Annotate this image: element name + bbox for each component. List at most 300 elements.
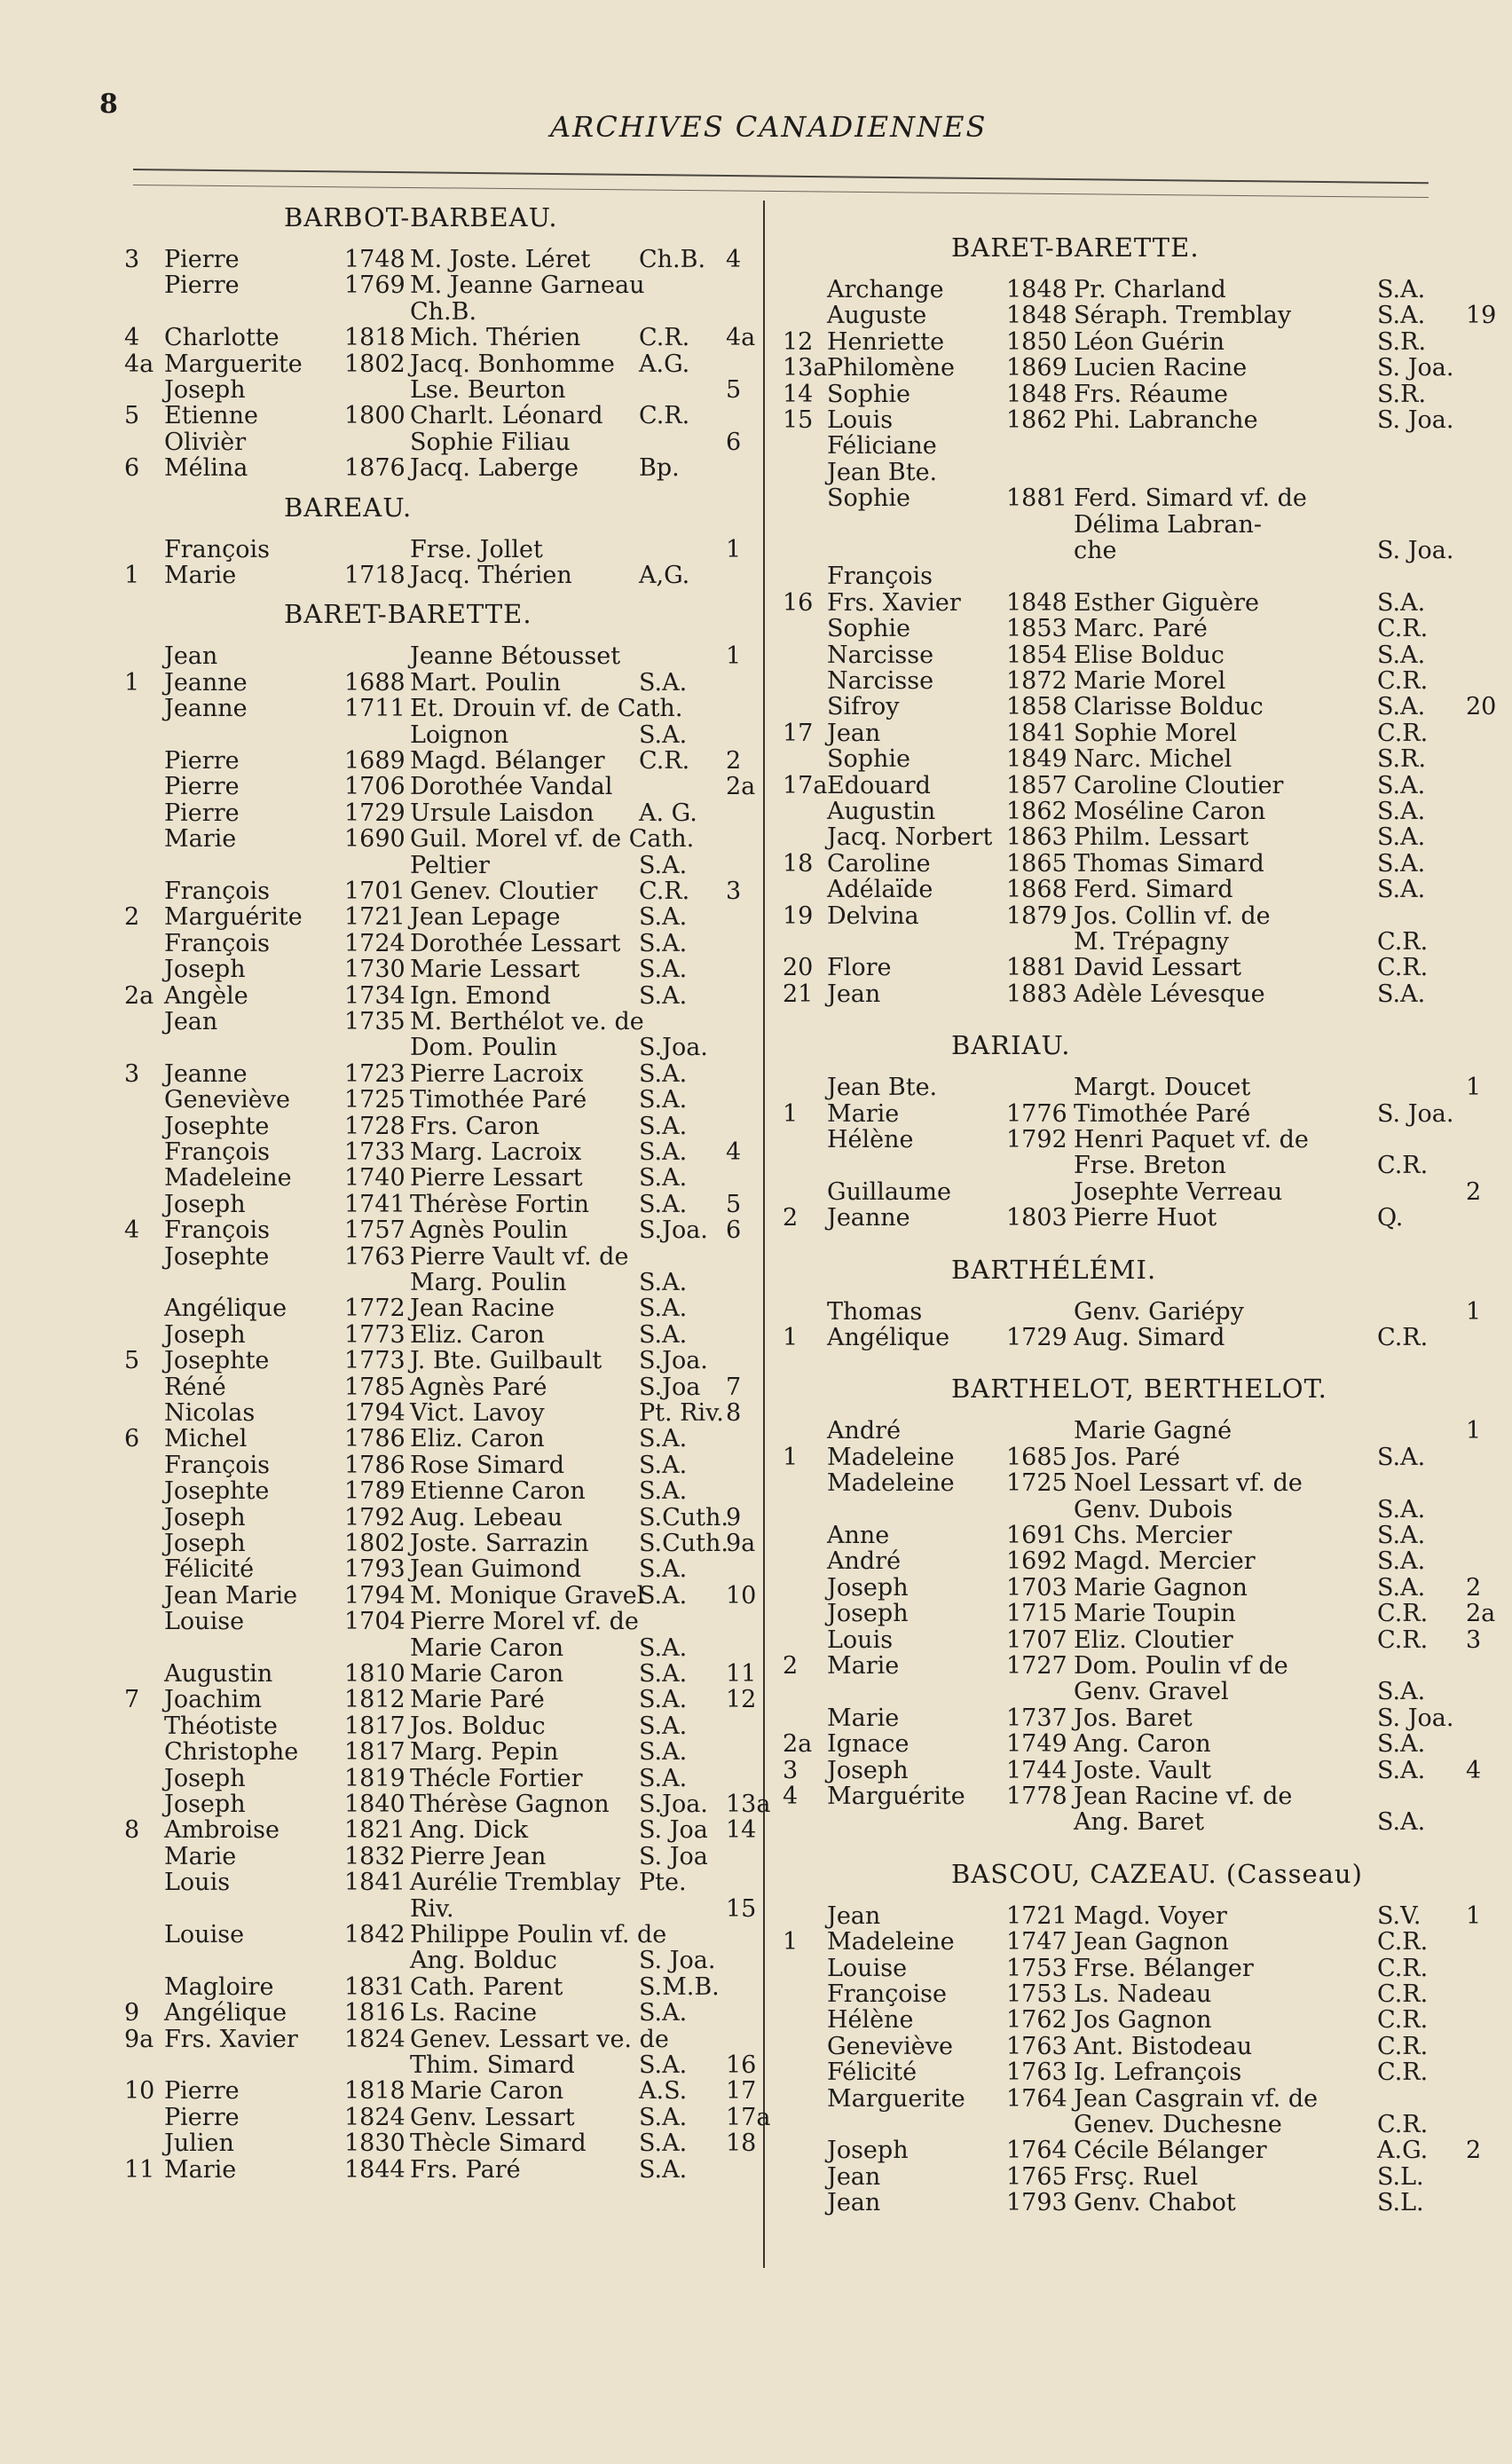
entry-place: Ch.B. bbox=[639, 246, 706, 273]
register-entry bbox=[765, 903, 1512, 930]
entry-place: S. Joa. bbox=[1377, 406, 1454, 434]
entry-spouse: Thomas Simard bbox=[1074, 849, 1264, 878]
entry-spouse: Margt. Doucet bbox=[1074, 1074, 1251, 1102]
entry-name: Joseph bbox=[164, 1530, 246, 1557]
entry-place: S.A. bbox=[639, 1320, 688, 1349]
entry-generation: 19 bbox=[783, 901, 814, 930]
entry-place: S.A. bbox=[1377, 771, 1426, 799]
entry-place: S.A. bbox=[1377, 823, 1426, 852]
register-entry bbox=[765, 877, 1512, 903]
entry-year: 1692 bbox=[1006, 1547, 1067, 1576]
entry-year: 1689 bbox=[344, 747, 406, 775]
entry-spouse: Ig. Lefrançois bbox=[1074, 2059, 1242, 2087]
entry-place: C.R. bbox=[1377, 1324, 1429, 1351]
entry-spouse: Dorothée Vandal bbox=[410, 773, 613, 801]
register-entry bbox=[765, 1470, 1512, 1497]
entry-year: 1740 bbox=[344, 1164, 406, 1193]
entry-ref: 1 bbox=[1466, 1297, 1482, 1326]
entry-year: 1734 bbox=[344, 981, 406, 1010]
entry-spouse: Jeanne Bétousset bbox=[410, 642, 621, 671]
register-entry bbox=[765, 2086, 1512, 2113]
entry-name: Louis bbox=[827, 1626, 894, 1654]
entry-name: Marie bbox=[164, 1842, 237, 1870]
entry-name: Augustin bbox=[164, 1660, 273, 1688]
register-entry bbox=[0, 1974, 763, 2001]
register-entry bbox=[0, 1035, 763, 1061]
entry-name: Josephte bbox=[164, 1112, 270, 1140]
entry-place: S.A. bbox=[639, 956, 688, 984]
register-entry bbox=[0, 2078, 763, 2105]
entry-spouse: Caroline Cloutier bbox=[1074, 771, 1284, 799]
entry-spouse: Thécle Fortier bbox=[410, 1764, 583, 1792]
entry-year: 1729 bbox=[344, 799, 406, 827]
entry-name: Jeanne bbox=[164, 1059, 248, 1088]
entry-place: S.A. bbox=[639, 1059, 688, 1088]
entry-year: 1862 bbox=[1006, 798, 1067, 825]
entry-name: Pierre bbox=[164, 773, 240, 801]
entry-year: 1830 bbox=[344, 2129, 406, 2158]
entry-year: 1821 bbox=[344, 1816, 406, 1845]
entry-year: 1711 bbox=[344, 695, 406, 723]
entry-name: Angélique bbox=[164, 1295, 287, 1323]
register-entry bbox=[765, 355, 1512, 382]
register-entry bbox=[765, 1929, 1512, 1956]
register-entry bbox=[0, 1661, 763, 1688]
entry-name: Jean bbox=[827, 1901, 881, 1930]
entry-generation: 1 bbox=[783, 1099, 799, 1128]
entry-place: S.A. bbox=[1377, 798, 1426, 825]
entry-name: Narcisse bbox=[827, 667, 934, 695]
entry-name: Edouard bbox=[827, 771, 931, 799]
header-rule-secondary bbox=[133, 185, 1429, 198]
register-entry bbox=[765, 1548, 1512, 1575]
entry-spouse: Eliz. Cloutier bbox=[1074, 1626, 1233, 1654]
entry-spouse: Jos. Baret bbox=[1074, 1704, 1193, 1732]
entry-generation: 5 bbox=[124, 1347, 140, 1375]
section-heading: BARIAU. bbox=[951, 1030, 1071, 1061]
entry-year: 1688 bbox=[344, 668, 406, 697]
entry-year: 1842 bbox=[344, 1921, 406, 1948]
entry-spouse: Pierre Lacroix bbox=[410, 1059, 584, 1088]
section-heading: BAREAU. bbox=[284, 492, 413, 523]
entry-spouse: Frs. Paré bbox=[410, 2155, 521, 2184]
entry-name: Jean bbox=[827, 980, 881, 1008]
register-entry bbox=[765, 563, 1512, 590]
register-entry bbox=[0, 878, 763, 905]
entry-spouse: Pierre Huot bbox=[1074, 1204, 1217, 1232]
entry-place: S.R. bbox=[1377, 380, 1427, 408]
register-entry bbox=[765, 2164, 1512, 2191]
register-entry bbox=[765, 851, 1512, 878]
entry-generation: 21 bbox=[783, 980, 814, 1008]
entry-place: S.A. bbox=[1377, 980, 1426, 1008]
entry-spouse: Henri Paquet vf. de bbox=[1074, 1126, 1309, 1153]
entry-name: Christophe bbox=[164, 1738, 299, 1767]
entry-spouse: Frse. Bélanger bbox=[1074, 1954, 1254, 1982]
entry-place: C.R. bbox=[1377, 1954, 1429, 1982]
entry-spouse: Ant. Bistodeau bbox=[1074, 2032, 1253, 2060]
entry-spouse: Ls. Nadeau bbox=[1074, 1980, 1212, 2008]
entry-spouse: Jean Racine vf. de bbox=[1074, 1783, 1293, 1810]
register-entry bbox=[765, 1705, 1512, 1732]
entry-year: 1786 bbox=[344, 1451, 406, 1479]
entry-spouse: Marie Caron bbox=[410, 2077, 564, 2106]
entry-place: S.Joa bbox=[639, 1373, 701, 1401]
entry-year: 1832 bbox=[344, 1842, 406, 1870]
entry-spouse: Rose Simard bbox=[410, 1451, 565, 1479]
entry-name: Pierre bbox=[164, 747, 240, 775]
entry-year: 1748 bbox=[344, 246, 406, 273]
entry-year: 1718 bbox=[344, 562, 406, 589]
entry-name: Jean Bte. bbox=[827, 1074, 938, 1102]
entry-name: Marie bbox=[164, 825, 237, 854]
entry-spouse: Eliz. Caron bbox=[410, 1320, 545, 1349]
entry-name: Hélène bbox=[827, 1126, 914, 1153]
register-entry bbox=[0, 2157, 763, 2184]
entry-spouse: Jean Lepage bbox=[410, 903, 561, 932]
entry-name: Angèle bbox=[164, 981, 248, 1010]
entry-year: 1786 bbox=[344, 1425, 406, 1453]
entry-name: Louis bbox=[827, 406, 894, 434]
entry-name: Ambroise bbox=[164, 1816, 280, 1845]
register-entry bbox=[0, 1505, 763, 1531]
entry-spouse: Lse. Beurton bbox=[410, 376, 566, 404]
register-entry bbox=[0, 2027, 763, 2053]
entry-name: Marguérite bbox=[164, 903, 303, 932]
entry-spouse: Magd. Bélanger bbox=[410, 747, 605, 775]
entry-ref: 4 bbox=[726, 1138, 742, 1166]
register-entry bbox=[0, 1844, 763, 1870]
entry-name: Julien bbox=[164, 2129, 234, 2158]
entry-place: S.A. bbox=[1377, 1573, 1426, 1602]
register-entry bbox=[765, 1809, 1512, 1836]
entry-name: Frs. Xavier bbox=[827, 588, 961, 617]
entry-ref: 1 bbox=[1466, 1901, 1482, 1930]
entry-year: 1765 bbox=[1006, 2162, 1067, 2191]
entry-year: 1747 bbox=[1006, 1928, 1067, 1956]
entry-name: Mélina bbox=[164, 454, 248, 483]
entry-name: Jeanne bbox=[827, 1204, 910, 1232]
entry-year: 1881 bbox=[1006, 484, 1067, 513]
entry-generation: 18 bbox=[783, 849, 814, 878]
entry-spouse: Timothée Paré bbox=[1074, 1099, 1251, 1128]
entry-place: S.A. bbox=[639, 1686, 688, 1714]
entry-place: S.A. bbox=[1377, 1522, 1426, 1549]
entry-spouse: Genv. Chabot bbox=[1074, 2189, 1236, 2217]
entry-name: Josephte bbox=[164, 1477, 270, 1506]
register-entry bbox=[0, 1583, 763, 1610]
entry-spouse: Genv. Gariépy bbox=[1074, 1297, 1244, 1326]
entry-generation: 4 bbox=[124, 324, 140, 352]
entry-place: S.Cuth. bbox=[639, 1503, 728, 1531]
entry-generation: 6 bbox=[124, 454, 140, 483]
register-entry bbox=[0, 2130, 763, 2157]
entry-ref: 1 bbox=[1466, 1074, 1482, 1102]
entry-generation: 11 bbox=[124, 2155, 155, 2184]
entry-place: S.A. bbox=[639, 1660, 688, 1688]
entry-generation: 16 bbox=[783, 588, 814, 617]
entry-year: 1840 bbox=[344, 1791, 406, 1818]
entry-spouse: Joste. Sarrazin bbox=[410, 1530, 589, 1557]
register-entry bbox=[0, 2052, 763, 2079]
entry-place: S.A. bbox=[1377, 693, 1426, 721]
entry-place: S.A. bbox=[639, 851, 688, 879]
entry-place: S.A. bbox=[639, 1738, 688, 1767]
register-entry bbox=[0, 1478, 763, 1505]
entry-name: Louis bbox=[164, 1869, 231, 1897]
entry-generation: 4 bbox=[783, 1783, 799, 1810]
entry-place: S.A. bbox=[639, 1269, 688, 1296]
register-entry bbox=[0, 1165, 763, 1192]
entry-year: 1723 bbox=[344, 1059, 406, 1088]
entry-place: C.R. bbox=[1377, 719, 1429, 747]
register-entry bbox=[0, 1713, 763, 1740]
entry-spouse: Jacq. Laberge bbox=[410, 454, 579, 483]
entry-spouse: Marg. Lacroix bbox=[410, 1138, 582, 1166]
entry-place: S. Joa. bbox=[1377, 537, 1454, 564]
entry-spouse: Adèle Lévesque bbox=[1074, 980, 1265, 1008]
entry-spouse: Moséline Caron bbox=[1074, 798, 1266, 825]
entry-year: 1701 bbox=[344, 878, 406, 905]
entry-name: Madeleine bbox=[827, 1469, 955, 1498]
entry-ref: 2 bbox=[1466, 1573, 1482, 1602]
entry-name: Joseph bbox=[827, 2137, 909, 2165]
entry-name: Caroline bbox=[827, 849, 931, 878]
register-entry bbox=[0, 403, 763, 429]
register-entry bbox=[765, 1783, 1512, 1810]
entry-name: Pierre bbox=[164, 272, 240, 300]
entry-year: 1729 bbox=[1006, 1324, 1067, 1351]
entry-name: Marguérite bbox=[827, 1783, 965, 1810]
entry-name: Joachim bbox=[164, 1686, 262, 1714]
entry-spouse: Marie Caron bbox=[410, 1633, 564, 1662]
entry-name: Sophie bbox=[827, 380, 911, 408]
entry-place: S.A. bbox=[639, 2103, 688, 2131]
register-entry bbox=[765, 929, 1512, 956]
entry-name: Geneviève bbox=[164, 1086, 291, 1114]
entry-ref: 2 bbox=[1466, 2137, 1482, 2165]
register-entry bbox=[0, 722, 763, 749]
entry-year: 1792 bbox=[1006, 1126, 1067, 1153]
entry-ref: 9a bbox=[726, 1530, 756, 1557]
register-entry bbox=[0, 455, 763, 482]
register-entry bbox=[0, 1244, 763, 1271]
entry-year: 1744 bbox=[1006, 1756, 1067, 1784]
entry-place: S.A. bbox=[639, 1086, 688, 1114]
register-entry bbox=[0, 1870, 763, 1896]
entry-year: 1854 bbox=[1006, 641, 1067, 669]
entry-ref: 19 bbox=[1466, 302, 1497, 330]
register-entry bbox=[0, 826, 763, 853]
entry-name: Guillaume bbox=[827, 1177, 951, 1206]
register-entry bbox=[765, 433, 1512, 460]
register-entry bbox=[0, 1087, 763, 1114]
register-entry bbox=[0, 1061, 763, 1088]
register-entry bbox=[0, 1322, 763, 1349]
register-entry bbox=[0, 670, 763, 697]
entry-place: C.R. bbox=[639, 402, 690, 430]
entry-year: 1764 bbox=[1006, 2137, 1067, 2165]
entry-place: S.A. bbox=[1377, 302, 1426, 330]
entry-name: Marguerite bbox=[164, 350, 303, 378]
entry-year: 1848 bbox=[1006, 276, 1067, 303]
register-entry bbox=[0, 800, 763, 827]
entry-name: Marie bbox=[827, 1652, 900, 1680]
entry-generation: 14 bbox=[783, 380, 814, 408]
entry-place: S.R. bbox=[1377, 745, 1427, 774]
register-entry bbox=[765, 1153, 1512, 1179]
entry-place: S.L. bbox=[1377, 2162, 1424, 2191]
entry-place: S.A. bbox=[639, 1164, 688, 1193]
entry-spouse: Sophie Morel bbox=[1074, 719, 1238, 747]
register-entry bbox=[0, 247, 763, 273]
section-heading: BARBOT-BARBEAU. bbox=[284, 202, 558, 232]
entry-spouse: Pr. Charland bbox=[1074, 276, 1226, 303]
entry-name: Pierre bbox=[164, 2077, 240, 2106]
entry-place: S.Cuth. bbox=[639, 1530, 728, 1557]
entry-place: A. G. bbox=[639, 799, 697, 827]
entry-spouse: Frse. Breton bbox=[1074, 1152, 1226, 1180]
register-entry bbox=[765, 1418, 1512, 1445]
entry-spouse: Peltier bbox=[410, 851, 490, 879]
register-entry bbox=[0, 1270, 763, 1296]
register-entry bbox=[0, 1426, 763, 1452]
entry-name: Geneviève bbox=[827, 2032, 954, 2060]
entry-spouse: Frs. Réaume bbox=[1074, 380, 1229, 408]
register-entry bbox=[765, 485, 1512, 512]
register-entry bbox=[765, 1179, 1512, 1206]
entry-name: Jacq. Norbert bbox=[827, 823, 993, 852]
entry-place: S.A. bbox=[1377, 276, 1426, 303]
entry-name: Narcisse bbox=[827, 641, 934, 669]
entry-year: 1793 bbox=[344, 1555, 406, 1584]
register-entry bbox=[0, 1609, 763, 1635]
entry-year: 1762 bbox=[1006, 2006, 1067, 2035]
register-entry bbox=[0, 1791, 771, 1818]
entry-place: S.Joa. bbox=[639, 1791, 708, 1818]
register-entry bbox=[0, 537, 763, 563]
entry-ref: 8 bbox=[726, 1399, 742, 1427]
entry-name: Angélique bbox=[827, 1324, 950, 1351]
entry-spouse: Marie Caron bbox=[410, 1660, 564, 1688]
entry-year: 1763 bbox=[344, 1242, 406, 1271]
entry-spouse: Marie Paré bbox=[410, 1686, 545, 1714]
entry-name: Marie bbox=[164, 2155, 237, 2184]
register-entry bbox=[765, 1956, 1512, 1982]
entry-year: 1824 bbox=[344, 2025, 406, 2053]
entry-name: Madeleine bbox=[827, 1928, 955, 1956]
entry-year: 1706 bbox=[344, 773, 406, 801]
register-entry bbox=[765, 642, 1512, 669]
entry-name: François bbox=[164, 929, 270, 957]
entry-year: 1863 bbox=[1006, 823, 1067, 852]
entry-ref: 2 bbox=[726, 747, 742, 775]
entry-name: André bbox=[827, 1417, 902, 1445]
entry-spouse: Chs. Mercier bbox=[1074, 1522, 1232, 1549]
entry-spouse: Aug. Lebeau bbox=[410, 1503, 563, 1531]
entry-year: 1869 bbox=[1006, 354, 1067, 382]
entry-place: S.A. bbox=[1377, 641, 1426, 669]
entry-spouse: Dorothée Lessart bbox=[410, 929, 621, 957]
entry-spouse: Jos. Collin vf. de bbox=[1074, 901, 1271, 930]
entry-name: Jean bbox=[164, 1008, 218, 1035]
running-head: ARCHIVES CANADIENNES bbox=[550, 110, 988, 144]
register-entry bbox=[0, 1531, 763, 1557]
entry-year: 1803 bbox=[1006, 1204, 1067, 1232]
register-entry bbox=[765, 824, 1512, 851]
entry-name: François bbox=[164, 1138, 270, 1166]
entry-ref: 4 bbox=[1466, 1756, 1482, 1784]
entry-generation: 3 bbox=[783, 1756, 799, 1784]
register-entry bbox=[765, 277, 1512, 303]
entry-year: 1792 bbox=[344, 1503, 406, 1531]
entry-year: 1793 bbox=[1006, 2189, 1067, 2217]
entry-place: C.R. bbox=[1377, 954, 1429, 982]
entry-year: 1785 bbox=[344, 1373, 406, 1401]
entry-place: S.A. bbox=[639, 2155, 688, 2184]
entry-year: 1857 bbox=[1006, 771, 1067, 799]
entry-place: S.A. bbox=[639, 903, 688, 932]
entry-spouse: Marie Lessart bbox=[410, 956, 580, 984]
entry-spouse: Pierre Lessart bbox=[410, 1164, 583, 1193]
entry-spouse: Mich. Thérien bbox=[410, 324, 581, 352]
entry-generation: 1 bbox=[783, 1324, 799, 1351]
register-entry bbox=[0, 299, 763, 326]
entry-generation: 12 bbox=[783, 327, 814, 356]
entry-name: Pierre bbox=[164, 246, 240, 273]
entry-name: Sifroy bbox=[827, 693, 900, 721]
entry-spouse: Marie Morel bbox=[1074, 667, 1226, 695]
register-entry bbox=[765, 955, 1512, 981]
entry-place: C.R. bbox=[1377, 2032, 1429, 2060]
entry-name: Louise bbox=[827, 1954, 908, 1982]
entry-name: Jean bbox=[827, 719, 881, 747]
entry-place: S.A. bbox=[639, 1764, 688, 1792]
entry-year: 1733 bbox=[344, 1138, 406, 1166]
entry-name: Marguerite bbox=[827, 2084, 965, 2113]
entry-spouse: Jos Gagnon bbox=[1074, 2006, 1212, 2035]
entry-spouse: Ls. Racine bbox=[410, 1999, 538, 2027]
entry-generation: 1 bbox=[124, 562, 140, 589]
entry-spouse: Marie Toupin bbox=[1074, 1600, 1236, 1628]
entry-spouse: Agnès Poulin bbox=[410, 1216, 568, 1245]
entry-year: 1724 bbox=[344, 929, 406, 957]
entry-place: C.R. bbox=[1377, 1600, 1429, 1628]
entry-year: 1841 bbox=[344, 1869, 406, 1897]
register-entry bbox=[765, 1679, 1512, 1705]
register-entry bbox=[0, 2000, 763, 2027]
entry-place: S.A. bbox=[639, 929, 688, 957]
entry-place: Pte. bbox=[639, 1869, 687, 1897]
entry-year: 1844 bbox=[344, 2155, 406, 2184]
register-entry bbox=[0, 1009, 763, 1035]
entry-generation: 17a bbox=[783, 771, 828, 799]
register-entry bbox=[765, 1981, 1512, 2008]
register-entry bbox=[765, 1205, 1512, 1232]
entry-year: 1727 bbox=[1006, 1652, 1067, 1680]
entry-name: Théotiste bbox=[164, 1712, 278, 1740]
entry-place: S.A. bbox=[639, 668, 688, 697]
register-entry bbox=[0, 1348, 763, 1374]
entry-ref: 17 bbox=[726, 2077, 757, 2106]
register-entry bbox=[0, 1687, 763, 1713]
entry-year: 1769 bbox=[344, 272, 406, 300]
section-heading: BARTHELOT, BERTHELOT. bbox=[951, 1374, 1327, 1405]
entry-place: A.S. bbox=[639, 2077, 688, 2106]
page-number: 8 bbox=[99, 89, 118, 120]
register-entry bbox=[0, 1114, 763, 1140]
register-entry bbox=[0, 1896, 763, 1923]
